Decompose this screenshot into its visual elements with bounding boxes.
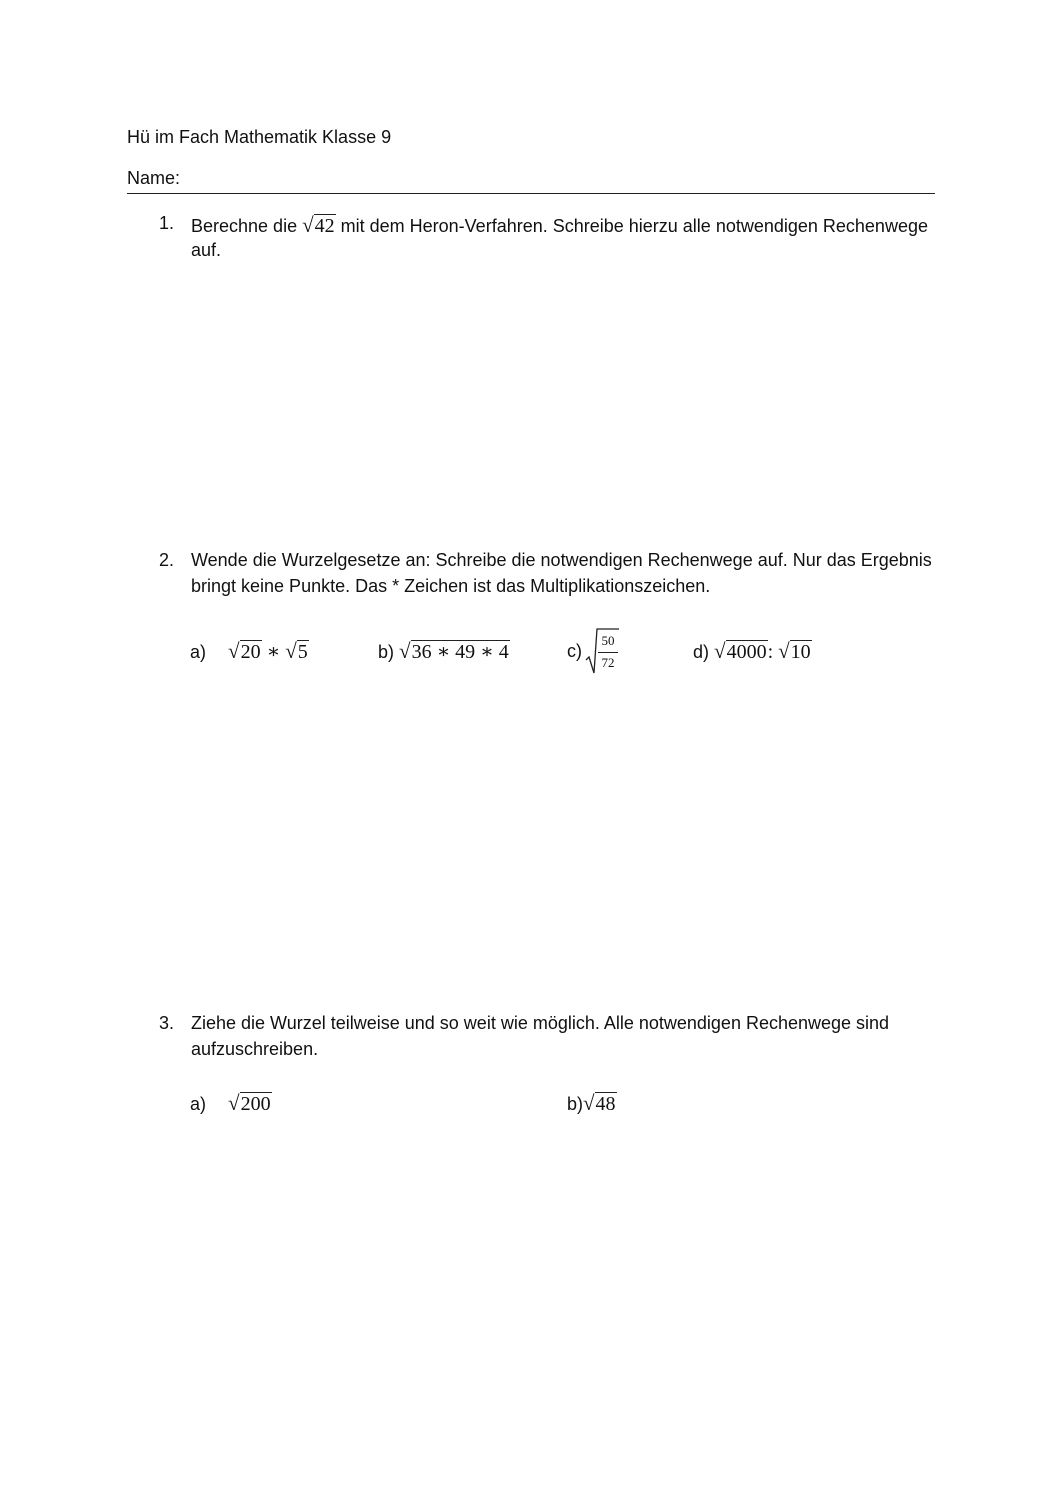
question-3b-label: b) [567, 1094, 584, 1114]
question-3a [190, 1091, 272, 1116]
sqrt-icon: √ [399, 639, 411, 663]
sqrt-icon: √ [583, 1091, 595, 1115]
question-2c-label: c) [567, 641, 582, 661]
question-2d [693, 639, 812, 664]
question-2c-fraction-bar [598, 652, 618, 653]
question-1-root [302, 213, 336, 238]
question-2d-radicand-2: 10 [790, 641, 811, 663]
name-field-line[interactable] [127, 193, 935, 194]
question-2c-fraction-root [585, 626, 621, 676]
question-3a-label: a) [190, 1094, 207, 1114]
question-2a-label: a) [190, 642, 207, 662]
question-2d-label: d) [693, 642, 710, 662]
question-1-text-after: mit dem Heron-Verfahren. Schreibe hierzu alle notwendigen Rechenwege [340, 216, 928, 236]
question-2b-label: b) [378, 642, 395, 662]
question-2a-radicand-2: 5 [297, 641, 308, 663]
question-2d-radicand-1: 4000 [726, 641, 767, 663]
sqrt-icon: √ [285, 639, 297, 663]
question-3a-root [228, 1091, 272, 1116]
sqrt-icon: √ [302, 213, 314, 237]
sqrt-icon: √ [228, 639, 240, 663]
question-3b-radicand: 48 [595, 1093, 616, 1115]
question-2a-radicand-1: 20 [240, 641, 261, 663]
question-3-line-2: aufzuschreiben. [191, 1039, 319, 1059]
question-3-line-1: Ziehe die Wurzel teilweise und so weit wie möglich. Alle notwendigen Rechenwege sind [191, 1013, 890, 1033]
question-2d-root-2 [778, 639, 812, 664]
sqrt-icon: √ [228, 1091, 240, 1115]
question-3b-root [583, 1091, 617, 1116]
question-1-line-1 [191, 213, 928, 238]
question-3a-radicand: 200 [240, 1093, 271, 1115]
name-label: Name: [127, 168, 181, 188]
question-2d-root-1 [714, 639, 768, 664]
question-1-number: 1. [159, 213, 175, 233]
worksheet-title: Hü im Fach Mathematik Klasse 9 [127, 127, 392, 147]
question-3-number: 3. [159, 1013, 175, 1033]
question-2-line-1: Wende die Wurzelgesetze an: Schreibe die notwendigen Rechenwege auf. Nur das Ergebnis [191, 550, 932, 570]
question-2d-operator: : [767, 641, 774, 663]
question-1-line-2: auf. [191, 240, 222, 260]
question-2b [378, 639, 510, 664]
question-2a-root-1 [228, 639, 262, 664]
question-2b-radicand: 36 ∗ 49 ∗ 4 [411, 641, 509, 663]
question-2a-operator: ∗ [266, 641, 281, 663]
question-2b-root [399, 639, 510, 664]
question-1-radicand: 42 [314, 215, 335, 237]
question-3b [567, 1091, 617, 1116]
question-2-number: 2. [159, 550, 175, 570]
question-2-line-2: bringt keine Punkte. Das * Zeichen ist das Multiplikationszeichen. [191, 576, 711, 596]
question-1-text-before: Berechne die [191, 216, 298, 236]
question-2c-numerator: 50 [601, 633, 615, 648]
question-2a [190, 639, 309, 664]
sqrt-icon: √ [778, 639, 790, 663]
sqrt-icon: √ [714, 639, 726, 663]
question-2a-root-2 [285, 639, 309, 664]
question-2c-denominator: 72 [601, 655, 615, 670]
